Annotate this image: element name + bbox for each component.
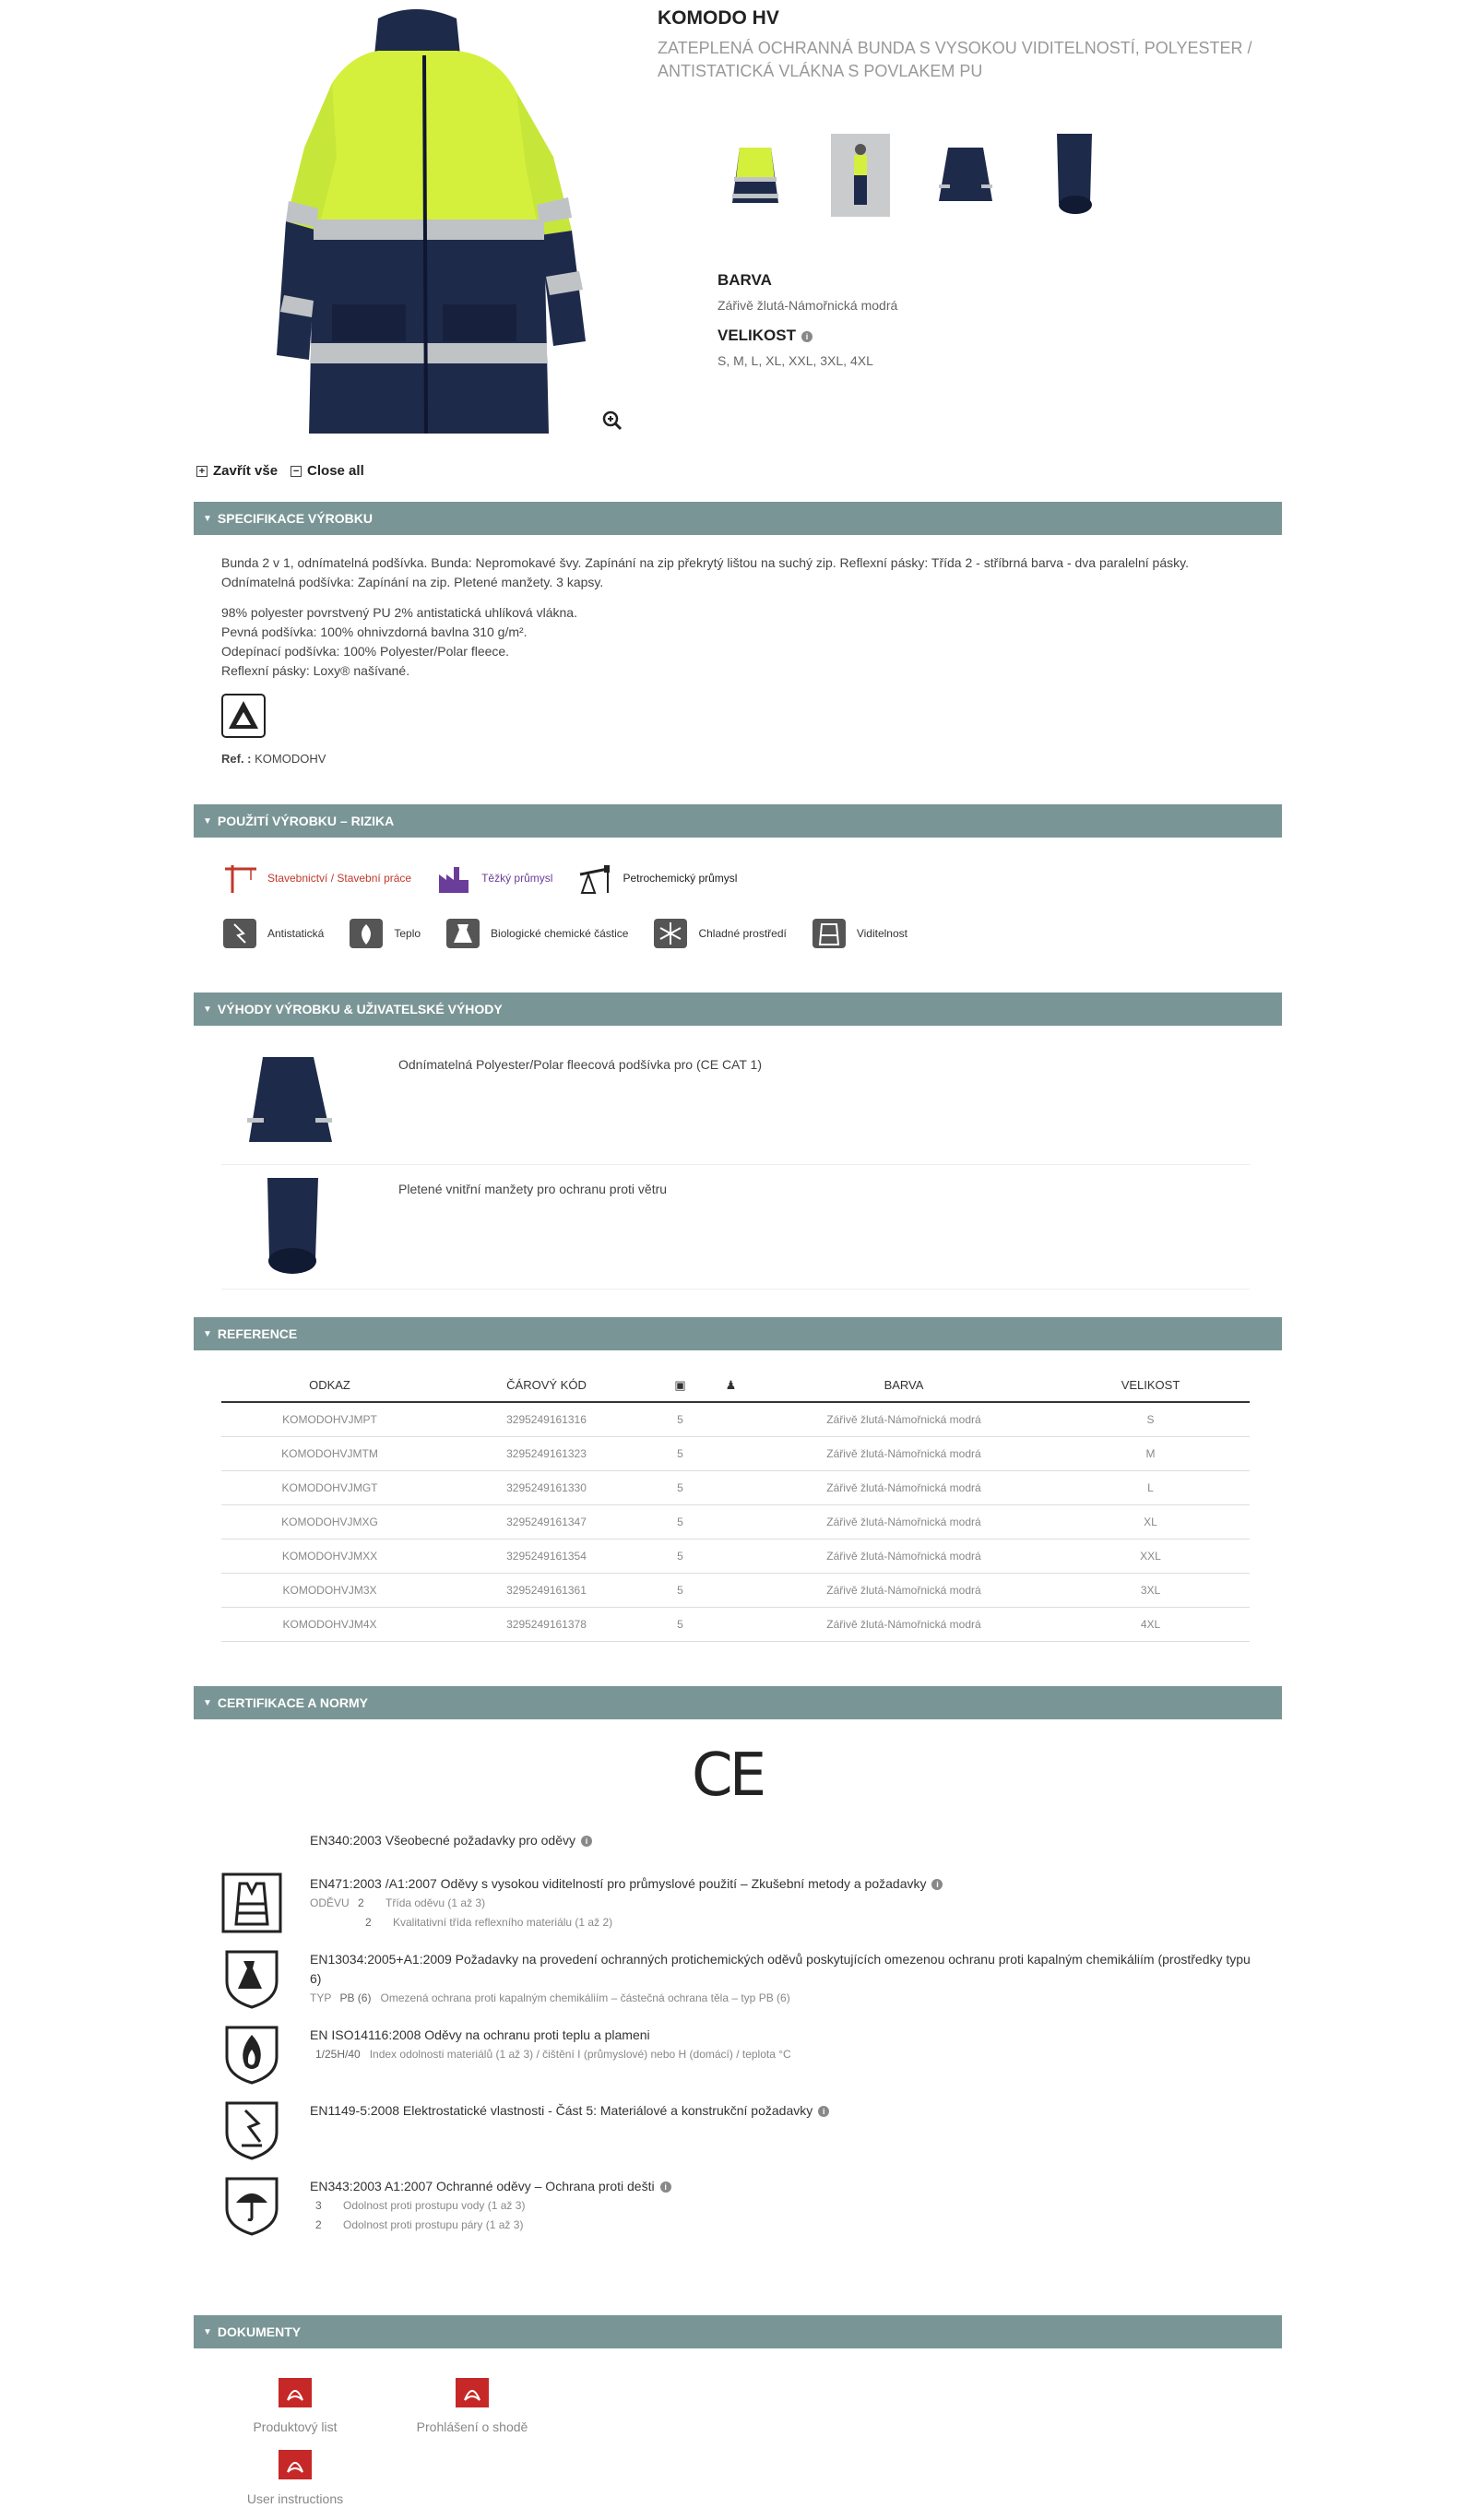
section-reference-header[interactable]: ▼ REFERENCE <box>194 1317 1282 1350</box>
cert-en340: EN340:2003 Všeobecné požadavky pro oděvy i <box>310 1831 1251 1850</box>
section-usage-header[interactable]: ▼ POUŽITÍ VÝROBKU – RIZIKA <box>194 804 1282 838</box>
table-cell: S <box>1051 1402 1250 1436</box>
table-cell: 5 <box>655 1470 706 1504</box>
table-row <box>221 1607 1250 1641</box>
close-all-cz-button[interactable]: + Zavřít vše <box>196 463 278 479</box>
table-cell: XL <box>1051 1504 1250 1539</box>
table-cell: L <box>1051 1470 1250 1504</box>
collapse-icon: + <box>196 466 208 477</box>
chemical-shield-icon <box>221 1948 282 2009</box>
table-cell: Zářivě žlutá-Námořnická modrá <box>756 1470 1051 1504</box>
table-cell: 5 <box>655 1539 706 1573</box>
zoom-icon[interactable] <box>601 410 623 432</box>
risk-antistatic: Antistatická <box>221 917 324 950</box>
caret-down-icon: ▼ <box>203 2326 212 2337</box>
oil-pump-icon <box>576 862 613 895</box>
box-icon: ▣ <box>674 1377 686 1392</box>
spec-materials: 98% polyester povrstvený PU 2% antistatická uhlíková vlákna. Pevná podšívka: 100% ohnivzdorná bavlna 310 g/m². Odepínací podšívka: 100% Polyester/Polar fleece. Reflexní pásky: Loxy® našívané. <box>221 605 577 678</box>
caret-down-icon: ▼ <box>203 1328 212 1339</box>
table-cell: Zářivě žlutá-Námořnická modrá <box>756 1402 1051 1436</box>
cert-en13034: EN13034:2005+A1:2009 Požadavky na provedení ochranných protichemických oděvů poskytujících omezenou ochranu proti kapalným chemikáliím (prostředky typu 6) TYP PB (6) Omezená ochrana proti kapalným chemikáliím – částečná ochrana těla – typ PB (6) <box>310 1952 1251 2004</box>
table-row <box>221 1504 1250 1539</box>
thumbnail-front[interactable] <box>721 129 789 221</box>
reference-table <box>221 1369 1250 1642</box>
table-cell: 5 <box>655 1504 706 1539</box>
caret-down-icon: ▼ <box>203 1697 212 1708</box>
col-color: BARVA <box>756 1369 1051 1402</box>
benefit-cuff-image <box>231 1174 346 1283</box>
spec-description: Bunda 2 v 1, odnímatelná podšívka. Bunda: Nepromokavé švy. Zapínání na zip překrytý lištou na suchý zip. Reflexní pásky: Třída 2 - stříbrná barva - dva paralelní pásky. Odnímatelná podšívka: Zapínání na zip. Pletené manžety. 3 kapsy. <box>221 555 1189 589</box>
table-cell: 4XL <box>1051 1607 1250 1641</box>
hi-vis-vest-icon <box>221 1872 282 1933</box>
size-label: VELIKOST i <box>718 327 813 345</box>
flame-shield-icon <box>221 2024 282 2085</box>
doc-user-instructions[interactable]: User instructions <box>231 2448 360 2506</box>
product-main-image[interactable] <box>221 0 609 443</box>
info-icon[interactable]: i <box>581 1836 592 1847</box>
heat-icon <box>348 917 385 950</box>
section-spec-header[interactable]: ▼ SPECIFIKACE VÝROBKU <box>194 502 1282 535</box>
table-cell: 3295249161354 <box>438 1539 655 1573</box>
info-icon[interactable]: i <box>660 2181 671 2193</box>
thumbnail-cuff[interactable] <box>1037 129 1105 221</box>
info-icon[interactable]: i <box>931 1879 943 1890</box>
table-cell: XXL <box>1051 1539 1250 1573</box>
pdf-icon <box>277 2376 314 2409</box>
col-person-icon <box>706 1369 756 1402</box>
collapse-controls <box>196 463 364 479</box>
size-value: S, M, L, XL, XXL, 3XL, 4XL <box>718 353 873 368</box>
table-cell: 5 <box>655 1402 706 1436</box>
rain-shield-icon <box>221 2175 282 2236</box>
pdf-icon <box>454 2376 491 2409</box>
table-cell: Zářivě žlutá-Námořnická modrá <box>756 1573 1051 1607</box>
product-reference: Ref. : KOMODOHV <box>221 752 326 766</box>
risk-list <box>221 917 924 950</box>
table-cell: Zářivě žlutá-Námořnická modrá <box>756 1436 1051 1470</box>
risk-biochemical: Biologické chemické částice <box>445 917 628 950</box>
benefit-item: Odnímatelná Polyester/Polar fleecová podšívka pro (CE CAT 1) <box>221 1040 1250 1165</box>
thumbnail-model[interactable] <box>826 129 895 221</box>
table-cell: KOMODOHVJM4X <box>221 1607 438 1641</box>
deltaplus-logo-icon <box>221 694 266 738</box>
cold-icon <box>652 917 689 950</box>
benefit-item: Pletené vnitřní manžety pro ochranu proti větru <box>221 1165 1250 1290</box>
table-cell: KOMODOHVJMXG <box>221 1504 438 1539</box>
col-odkaz: ODKAZ <box>221 1369 438 1402</box>
table-cell: M <box>1051 1436 1250 1470</box>
biochemical-icon <box>445 917 481 950</box>
table-cell: 3XL <box>1051 1573 1250 1607</box>
cert-en14116: EN ISO14116:2008 Oděvy na ochranu proti teplu a plameni 1/25H/40 Index odolnosti materiálů (1 až 3) / čištění I (průmyslové) nebo H (domácí) / teplota °C <box>310 2027 791 2061</box>
table-row <box>221 1402 1250 1436</box>
product-subtitle: ZATEPLENÁ OCHRANNÁ BUNDA S VYSOKOU VIDITELNOSTÍ, POLYESTER / ANTISTATICKÁ VLÁKNA S POVLAKEM PU <box>658 39 1252 80</box>
ce-mark: CE <box>692 1741 764 1810</box>
table-cell: Zářivě žlutá-Námořnická modrá <box>756 1607 1051 1641</box>
table-cell: 3295249161361 <box>438 1573 655 1607</box>
col-barcode: ČÁROVÝ KÓD <box>438 1369 655 1402</box>
visibility-icon <box>811 917 848 950</box>
antistatic-icon <box>221 917 258 950</box>
section-docs-header[interactable]: ▼ DOKUMENTY <box>194 2315 1282 2348</box>
table-cell: KOMODOHVJMXX <box>221 1539 438 1573</box>
person-icon: ♟ <box>725 1377 737 1392</box>
color-label: BARVA <box>718 271 772 289</box>
table-cell <box>706 1573 756 1607</box>
table-cell: KOMODOHVJMGT <box>221 1470 438 1504</box>
table-cell: KOMODOHVJM3X <box>221 1573 438 1607</box>
factory-icon <box>435 862 472 895</box>
risk-heat: Teplo <box>348 917 421 950</box>
electrostatic-shield-icon <box>221 2099 282 2160</box>
table-cell: KOMODOHVJMTM <box>221 1436 438 1470</box>
table-header-row <box>221 1369 1250 1402</box>
table-cell <box>706 1504 756 1539</box>
product-title: KOMODO HV <box>658 7 779 29</box>
color-value: Zářivě žlutá-Námořnická modrá <box>718 298 898 313</box>
table-cell <box>706 1470 756 1504</box>
close-all-en-button[interactable]: − Close all <box>291 463 364 479</box>
table-row <box>221 1573 1250 1607</box>
table-cell: 5 <box>655 1607 706 1641</box>
col-size: VELIKOST <box>1051 1369 1250 1402</box>
cert-en1149: EN1149-5:2008 Elektrostatické vlastnosti - Část 5: Materiálové a konstrukční požadavky i <box>310 2101 1251 2121</box>
col-box-icon <box>655 1369 706 1402</box>
risk-cold: Chladné prostředí <box>652 917 786 950</box>
collapse-icon: − <box>291 466 302 477</box>
cert-en343: EN343:2003 A1:2007 Ochranné oděvy – Ochrana proti dešti i 3 Odolnost proti prostupu vody (1 až 3) 2 Odolnost proti prostupu páry (1 až 3) <box>310 2177 1251 2235</box>
table-cell: 5 <box>655 1573 706 1607</box>
table-cell <box>706 1402 756 1436</box>
caret-down-icon: ▼ <box>203 1004 212 1015</box>
industry-construction: Stavebnictví / Stavební práce <box>221 862 411 895</box>
table-row <box>221 1436 1250 1470</box>
thumbnail-liner[interactable] <box>931 129 1000 221</box>
thumbnail-gallery <box>721 129 1105 221</box>
info-icon[interactable]: i <box>818 2106 829 2117</box>
table-row <box>221 1539 1250 1573</box>
table-cell: KOMODOHVJMPT <box>221 1402 438 1436</box>
cert-en471: EN471:2003 /A1:2007 Oděvy s vysokou viditelností pro průmyslové použití – Zkušební metody a požadavky i ODĚVU 2 Třída oděvu (1 až 3) 2 Kvalitativní třída reflexního materiálu (1 až 2) <box>310 1874 1251 1932</box>
pdf-icon <box>277 2448 314 2481</box>
table-cell <box>706 1607 756 1641</box>
benefit-liner-image <box>231 1050 346 1159</box>
doc-declaration[interactable]: Prohlášení o shodě <box>408 2376 537 2434</box>
section-certs-header[interactable]: ▼ CERTIFIKACE A NORMY <box>194 1686 1282 1719</box>
industry-list <box>221 862 753 895</box>
table-cell: Zářivě žlutá-Námořnická modrá <box>756 1539 1051 1573</box>
table-cell: Zářivě žlutá-Námořnická modrá <box>756 1504 1051 1539</box>
industry-heavy: Těžký průmysl <box>435 862 552 895</box>
table-cell: 5 <box>655 1436 706 1470</box>
table-cell: 3295249161378 <box>438 1607 655 1641</box>
section-benefits-header[interactable]: ▼ VÝHODY VÝROBKU & UŽIVATELSKÉ VÝHODY <box>194 993 1282 1026</box>
doc-product-sheet[interactable]: Produktový list <box>231 2376 360 2434</box>
caret-down-icon: ▼ <box>203 513 212 524</box>
risk-visibility: Viditelnost <box>811 917 907 950</box>
table-cell <box>706 1436 756 1470</box>
table-cell <box>706 1539 756 1573</box>
caret-down-icon: ▼ <box>203 815 212 826</box>
table-cell: 3295249161330 <box>438 1470 655 1504</box>
table-cell: 3295249161347 <box>438 1504 655 1539</box>
info-icon[interactable]: i <box>801 331 813 342</box>
crane-icon <box>221 862 258 895</box>
industry-petrochemical: Petrochemický průmysl <box>576 862 737 895</box>
table-cell: 3295249161316 <box>438 1402 655 1436</box>
table-cell: 3295249161323 <box>438 1436 655 1470</box>
table-row <box>221 1470 1250 1504</box>
